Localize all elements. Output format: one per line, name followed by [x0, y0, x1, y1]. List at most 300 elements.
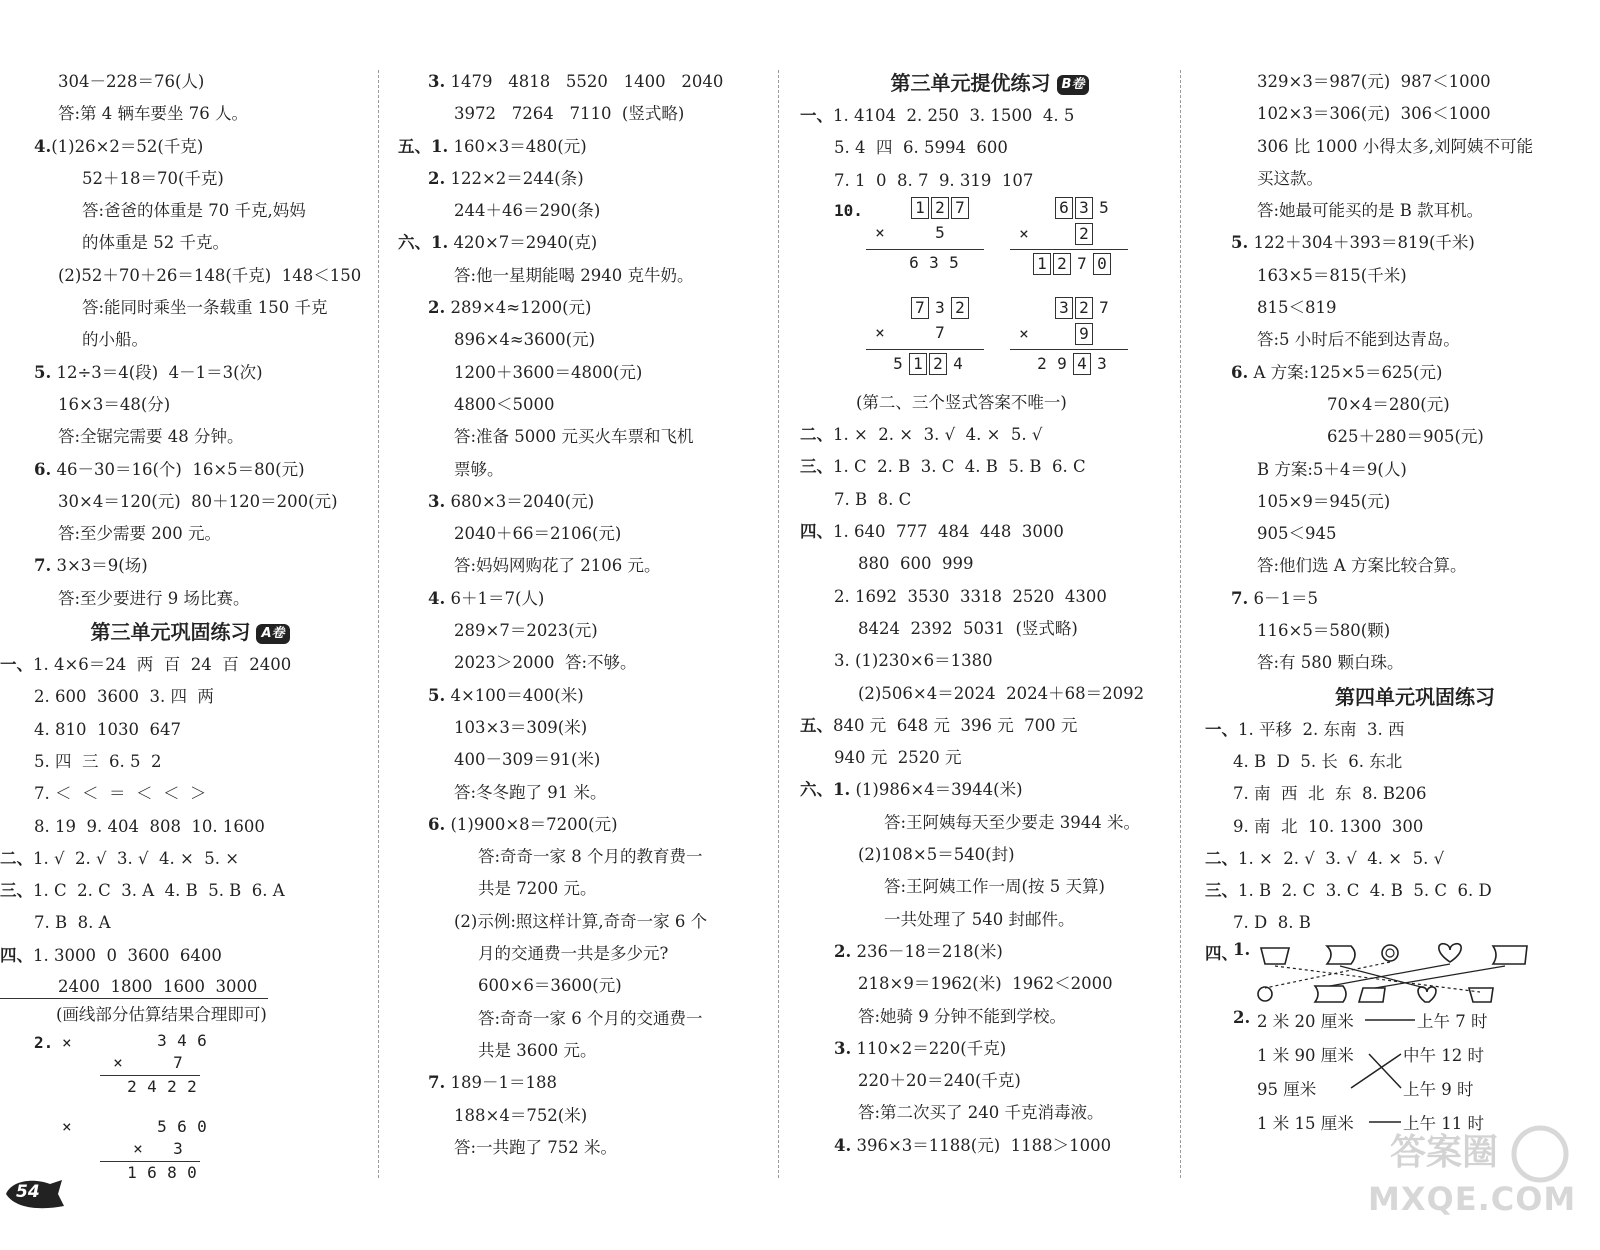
answer-text: (1)986×4＝3944(米): [855, 780, 1023, 800]
calc-digit: 7: [1099, 297, 1109, 317]
answer-line: 289×7＝2023(元): [454, 621, 598, 641]
calc-digit: 3: [935, 297, 945, 317]
calc-answer-box: 2: [931, 197, 949, 219]
calc-digit: ×: [133, 1139, 143, 1159]
answer-line: 答:第二次买了 240 千克消毒液。: [858, 1103, 1104, 1123]
answer-line: 月的交通费一共是多少元?: [478, 944, 669, 964]
item-number: 10.: [834, 200, 863, 220]
answer-line: 答:她最可能买的是 B 款耳机。: [1257, 201, 1484, 221]
answer-line: 答:王阿姨工作一周(按 5 天算): [884, 877, 1105, 897]
vertical-calculation-group: [800, 297, 1180, 387]
match-right: 上午 9 时: [1403, 1079, 1474, 1099]
calc-underline: [100, 1075, 200, 1076]
section-label: 二、: [1205, 848, 1238, 868]
answer-line: 答:准备 5000 元买火车票和飞机: [454, 427, 694, 447]
answer-text: 289×4≈1200(元): [450, 298, 592, 318]
answer-text: 1. B 2. C 3. C 4. B 5. C 6. D: [1238, 881, 1492, 901]
shape-matching-svg: [1255, 940, 1585, 1008]
match-left: 1 米 15 厘米: [1257, 1113, 1354, 1133]
answer-text: (1)26×2＝52(千克): [51, 136, 204, 156]
answer-line: 一共处理了 540 封邮件。: [884, 909, 1075, 929]
item-number: 4.: [428, 588, 446, 608]
item-number: 3.: [428, 491, 446, 511]
answer-text: 1. √ 2. √ 3. √ 4. × 5. ×: [33, 848, 240, 868]
calc-digit: 5: [893, 353, 903, 373]
answer-line: [0, 550, 380, 582]
answer-line: 9. 南 北 10. 1300 300: [1233, 816, 1424, 836]
item-number: 2.: [34, 1033, 54, 1053]
calc-digit: 6: [197, 1031, 207, 1051]
calc-digit: 8: [167, 1163, 177, 1183]
match-line: [1369, 1054, 1401, 1088]
answer-line: [1205, 583, 1585, 615]
answer-text: 420×7＝2940(克): [453, 233, 598, 253]
answer-column-3: [800, 66, 1180, 1162]
answer-text: 189－1＝188: [450, 1073, 557, 1093]
item-number: 7.: [428, 1073, 446, 1093]
section-heading: 第四单元巩固练习: [1335, 684, 1495, 709]
ring-inner: [1386, 949, 1394, 957]
calc-underline: [1010, 249, 1128, 250]
answer-text: 396×3＝1188(元) 1188＞1000: [856, 1135, 1112, 1155]
section-label: 六、: [398, 233, 431, 253]
answer-line: [800, 774, 1180, 806]
answer-line: 4. B D 5. 长 6. 东北: [1233, 751, 1403, 771]
match-right: 上午 7 时: [1417, 1011, 1488, 1031]
calc-digit: 0: [197, 1117, 207, 1137]
calc-digit: 0: [187, 1163, 197, 1183]
answer-text: 3×3＝9(场): [56, 556, 148, 576]
answer-line: 625＋280＝905(元): [1327, 427, 1484, 447]
calc-answer-box: 2: [929, 353, 947, 375]
calc-digit: 4: [953, 353, 963, 373]
answer-line: 答:冬冬跑了 91 米。: [454, 782, 607, 802]
answer-text: 840 元 648 元 396 元 700 元: [833, 715, 1078, 735]
calc-digit: 3: [157, 1031, 167, 1051]
calc-digit: 4: [177, 1031, 187, 1051]
answer-line: 102×3＝306(元) 306＜1000: [1257, 104, 1491, 124]
answer-text: 1. × 2. × 3. √ 4. × 5. √: [833, 425, 1043, 445]
wrong-mark: ×: [62, 1117, 72, 1137]
calc-answer-box: 7: [911, 297, 929, 319]
answer-line: 答:全锯完需要 48 分钟。: [58, 427, 244, 447]
answer-line: 105×9＝945(元): [1257, 491, 1391, 511]
section-label: 三、: [800, 457, 833, 477]
calc-digit: 2: [1037, 353, 1047, 373]
answer-line: 218×9＝1962(米) 1962＜2000: [858, 974, 1113, 994]
flag-shape-2: [1315, 986, 1346, 1002]
calc-top-row: [910, 297, 970, 319]
answer-line: [398, 583, 778, 615]
calc-top-row: [1054, 197, 1114, 219]
answer-line: 答:他们选 A 方案比较合算。: [1257, 556, 1467, 576]
estimate-line: 2400 1800 1600 3000: [0, 972, 268, 999]
answer-line: 答:一共跑了 752 米。: [454, 1137, 618, 1157]
answer-line: 7. B 8. C: [834, 489, 912, 509]
answer-line: 1200＋3600＝4800(元): [454, 362, 643, 382]
answer-line: [398, 66, 778, 98]
answer-line: 答:奇奇一家 8 个月的教育费一: [478, 847, 703, 867]
answer-line: 7. 南 西 北 东 8. B206: [1233, 784, 1427, 804]
answer-line: 7. ＜ ＜ ＝ ＜ ＜ ＞: [34, 784, 207, 804]
answer-line: [398, 680, 778, 712]
answer-text: 680×3＝2040(元): [450, 491, 595, 511]
calc-digit: 5: [1099, 197, 1109, 217]
answer-line: [0, 649, 380, 681]
answer-line: [1205, 357, 1585, 389]
section-heading-text: 第三单元巩固练习: [90, 620, 251, 645]
calc-answer-box: 0: [1093, 253, 1111, 275]
watermark-url: MXQE.COM: [1368, 1180, 1577, 1218]
calc-answer-box: 1: [1033, 253, 1051, 275]
section-heading-text: 第三单元提优练习: [890, 71, 1051, 95]
match-left: 95 厘米: [1257, 1079, 1317, 1099]
section-label: 一、: [0, 655, 33, 675]
answer-line: 244＋46＝290(条): [454, 201, 601, 221]
answer-line: 2023＞2000 答:不够。: [454, 653, 637, 673]
answer-text: 122×2＝244(条): [450, 168, 584, 188]
calc-underline: [866, 249, 984, 250]
answer-line: 8. 19 9. 404 808 10. 1600: [34, 816, 265, 836]
answer-line: 4800＜5000: [454, 394, 555, 414]
trapezoid-shape: [1261, 948, 1289, 964]
calc-answer-box: 1: [911, 197, 929, 219]
calc-answer-box: 6: [1055, 197, 1073, 219]
answer-line: 880 600 999: [858, 554, 974, 574]
answer-line: [800, 419, 1180, 451]
answer-text: 1. 3000 0 3600 6400: [33, 945, 222, 965]
answer-line: B 方案:5＋4＝9(人): [1257, 459, 1407, 479]
calc-answer-box: 2: [1053, 253, 1071, 275]
answer-line: 306 比 1000 小得太多,刘阿姨不可能: [1257, 136, 1533, 156]
calc-answer-box: 3: [1055, 297, 1073, 319]
answer-line: [1205, 714, 1585, 746]
answer-text: 1479 4818 5520 1400 2040: [450, 72, 724, 91]
answer-line: [1205, 843, 1585, 875]
answer-line: [0, 940, 380, 972]
calc-top-row: [152, 1117, 212, 1136]
b-badge: B卷: [1057, 75, 1090, 95]
item-number: 1.: [833, 780, 851, 800]
answer-line: 答:能同时乘坐一条载重 150 千克: [82, 298, 328, 318]
answer-text: 110×2＝220(千克): [856, 1038, 1007, 1058]
answer-line: 905＜945: [1257, 524, 1337, 544]
answer-line: 304－228＝76(人): [58, 72, 205, 91]
answer-line: 答:有 580 颗白珠。: [1257, 653, 1404, 673]
calc-digit: ×: [875, 222, 885, 242]
answer-line: [0, 454, 380, 486]
calc-multiplier-row: [108, 1053, 188, 1072]
calc-digit: ×: [1019, 323, 1029, 343]
heart-shape-2: [1418, 987, 1436, 1002]
answer-line: 220＋20＝240(千克): [858, 1071, 1021, 1091]
calc-answer-box: 2: [1075, 297, 1093, 319]
answer-line: [1205, 875, 1585, 907]
answer-line: 答:至少要进行 9 场比赛。: [58, 588, 250, 608]
answer-line: 4. 810 1030 647: [34, 719, 181, 739]
section-label: 四、: [1205, 943, 1238, 963]
answer-text: 1. C 2. B 3. C 4. B 5. B 6. C: [833, 457, 1086, 477]
answer-line: [398, 292, 778, 324]
answer-line: 答:奇奇一家 6 个月的交通费一: [478, 1008, 703, 1028]
answer-line: [0, 875, 380, 907]
answer-line: 答:至少需要 200 元。: [58, 524, 222, 544]
flag-shape: [1327, 946, 1355, 964]
answer-text: 12÷3＝4(段) 4－1＝3(次): [56, 362, 263, 382]
calc-digit: 6: [177, 1117, 187, 1137]
heart-shape: [1439, 943, 1461, 961]
answer-text: 6＋1＝7(人): [450, 588, 545, 608]
answer-line: 70×4＝280(元): [1327, 394, 1450, 414]
answer-line: 票够。: [454, 459, 504, 479]
answer-line: [800, 710, 1180, 742]
answer-text: 1. 4104 2. 250 3. 1500 4. 5: [833, 106, 1075, 125]
shape-matching-figure: [1205, 940, 1585, 1008]
item-number: 5.: [34, 362, 52, 382]
answer-line: 163×5＝815(千米): [1257, 265, 1407, 285]
section-label: 三、: [0, 881, 33, 901]
answer-line: [800, 100, 1180, 132]
calc-digit: 5: [935, 222, 945, 242]
answer-column-2: [398, 66, 778, 1164]
answer-line: 3. (1)230×6＝1380: [834, 651, 993, 671]
answer-line: 答:爸爸的体重是 70 千克,妈妈: [82, 201, 306, 221]
calc-digit: 3: [173, 1139, 183, 1159]
answer-text: 46－30＝16(个) 16×5＝80(元): [56, 459, 305, 479]
answer-line: [0, 843, 380, 875]
answer-line: (2)108×5＝540(封): [858, 845, 1015, 865]
calc-result-row: [122, 1077, 202, 1096]
calc-result-row: [122, 1163, 202, 1182]
answer-line: [398, 1067, 778, 1099]
answer-line: 52＋18＝70(千克): [82, 168, 224, 188]
answer-column-1: [0, 66, 380, 1191]
answer-line: [398, 163, 778, 195]
watermark-ring: [1514, 1128, 1566, 1180]
answer-line: [800, 516, 1180, 548]
answer-line: 7. 1 0 8. 7 9. 319 107: [834, 170, 1034, 190]
calc-digit: 7: [1077, 253, 1087, 273]
match-line: [1375, 966, 1505, 988]
calc-answer-box: 7: [951, 197, 969, 219]
calc-digit: 3: [1097, 353, 1107, 373]
calc-digit: 1: [127, 1163, 137, 1183]
answer-text: 1. 平移 2. 东南 3. 西: [1238, 719, 1405, 739]
answer-text: 1. C 2. C 3. A 4. B 5. B 6. A: [33, 881, 285, 901]
answer-line: 答:他一星期能喝 2940 克牛奶。: [454, 265, 694, 285]
calc-answer-box: 3: [1075, 197, 1093, 219]
calc-digit: 2: [167, 1077, 177, 1097]
match-line: [1265, 962, 1390, 988]
section-label: 一、: [1205, 719, 1238, 739]
calc-mul-row: [1014, 323, 1094, 345]
answer-line: 400－309＝91(米): [454, 750, 601, 770]
column-divider: [1180, 70, 1181, 1178]
answer-line: 7. D 8. B: [1233, 913, 1311, 933]
calc-answer-box: 1: [909, 353, 927, 375]
item-number: 2.: [834, 941, 852, 961]
calc-mul-row: [1014, 223, 1094, 245]
section-label: 二、: [800, 425, 833, 445]
section-label: 四、: [0, 945, 33, 965]
trapezoid-shape-2: [1469, 988, 1493, 1002]
vertical-calculation: [0, 1031, 380, 1121]
item-number: 6.: [1231, 362, 1249, 382]
answer-line: 答:她骑 9 分钟不能到学校。: [858, 1006, 1067, 1026]
calc-digit: 5: [949, 252, 959, 272]
ribbon-shape: [1493, 946, 1527, 964]
item-number: 3.: [428, 72, 446, 91]
item-number: 4.: [34, 136, 52, 156]
answer-text: 236－18＝218(米): [856, 941, 1003, 961]
answer-line: 买这款。: [1257, 168, 1323, 188]
ring-shape: [1382, 945, 1398, 961]
answer-text: 1. × 2. √ 3. √ 4. × 5. √: [1238, 848, 1445, 868]
calc-digit: 2: [187, 1077, 197, 1097]
parallelogram-shape: [1359, 988, 1385, 1002]
answer-line: 30×4＝120(元) 80＋120＝200(元): [58, 491, 338, 511]
answer-line: 答:第 4 辆车要坐 76 人。: [58, 104, 249, 124]
match-line: [1351, 1054, 1401, 1088]
answer-line: 116×5＝580(颗): [1257, 621, 1391, 641]
section-label: 五、: [398, 136, 431, 156]
answer-text: A 方案:125×5＝625(元): [1253, 362, 1443, 382]
answer-line: [800, 451, 1180, 483]
calc-answer-box: 2: [1075, 223, 1093, 245]
watermark-text: 答案圈: [1390, 1132, 1499, 1173]
wrong-mark: ×: [62, 1033, 72, 1053]
calc-digit: 5: [157, 1117, 167, 1137]
match-left: 1 米 90 厘米: [1257, 1045, 1354, 1065]
answer-line: 7. B 8. A: [34, 913, 111, 933]
answer-line: (2)52＋70＋26＝148(千克) 148＜150: [58, 265, 362, 285]
answer-line: 896×4≈3600(元): [454, 330, 596, 350]
calc-mul-row: [870, 223, 950, 242]
answer-line: [800, 936, 1180, 968]
calc-digit: 3: [929, 252, 939, 272]
answer-text: 1. 640 777 484 448 3000: [833, 522, 1064, 542]
calc-answer-box: 9: [1075, 323, 1093, 345]
item-number: 6.: [428, 814, 446, 834]
section-label: 六、: [800, 780, 833, 800]
a-badge: A卷: [256, 624, 289, 644]
match-right: 上午 11 时: [1403, 1113, 1484, 1133]
calc-digit: 7: [935, 322, 945, 342]
answer-line: 的小船。: [82, 330, 148, 350]
answer-line: [800, 1033, 1180, 1065]
calc-underline: [100, 1161, 200, 1162]
answer-line: [0, 357, 380, 389]
answer-line: (2)506×4＝2024 2024＋68＝2092: [858, 683, 1145, 703]
calc-res-row: [904, 253, 964, 272]
watermark: [1360, 1118, 1590, 1228]
item-number: 5.: [428, 685, 446, 705]
answer-line: [398, 486, 778, 518]
section-label: 一、: [800, 106, 833, 125]
item-number: 7.: [1231, 588, 1249, 608]
calc-underline: [1010, 349, 1128, 350]
answer-text: 160×3＝480(元): [453, 136, 587, 156]
item-number: 1.: [431, 233, 449, 253]
answer-line: [398, 131, 778, 163]
answer-line: 600×6＝3600(元): [478, 976, 622, 996]
answer-note: (画线部分估算结果合理即可): [56, 1005, 267, 1025]
calc-digit: ×: [113, 1053, 123, 1073]
answer-line: 2. 600 3600 3. 四 两: [34, 687, 214, 707]
match-left: 2 米 20 厘米: [1257, 1011, 1354, 1031]
answer-line: 5. 四 三 6. 5 2: [34, 751, 162, 771]
item-number: 1.: [1233, 939, 1251, 959]
answer-line: 815＜819: [1257, 298, 1337, 318]
calc-multiplier-row: [128, 1139, 188, 1158]
answer-line: 188×4＝752(米): [454, 1105, 588, 1125]
calc-digit: 6: [909, 252, 919, 272]
answer-line: [1205, 227, 1585, 259]
answer-line: (2)示例:照这样计算,奇奇一家 6 个: [454, 911, 708, 931]
calc-digit: 7: [173, 1053, 183, 1073]
calc-digit: 2: [127, 1077, 137, 1097]
answer-line: [398, 227, 778, 259]
answer-line: 8424 2392 5031 (竖式略): [858, 618, 1078, 638]
answer-line: 103×3＝309(米): [454, 717, 588, 737]
section-label: 三、: [1205, 881, 1238, 901]
answer-line: 5. 4 四 6. 5994 600: [834, 138, 1008, 158]
answer-line: [800, 1130, 1180, 1162]
section-label: 二、: [0, 848, 33, 868]
calc-res-row: [1032, 353, 1112, 375]
answer-line: 940 元 2520 元: [834, 748, 962, 768]
small-ring-shape: [1258, 987, 1272, 1001]
calc-digit: 9: [1057, 353, 1067, 373]
section-heading: [0, 615, 380, 649]
item-number: 2.: [428, 168, 446, 188]
answer-text: 122＋304＋393＝819(千米): [1253, 233, 1475, 253]
match-right: 中午 12 时: [1403, 1045, 1484, 1065]
calc-digit: ×: [875, 322, 885, 342]
answer-column-4: [1205, 66, 1585, 1148]
answer-note: (第二、三个竖式答案不唯一): [856, 392, 1067, 412]
column-divider: [778, 70, 779, 1178]
calc-top-row: [152, 1031, 212, 1050]
item-number: 2.: [428, 298, 446, 318]
calc-top-row: [910, 197, 970, 219]
calc-res-row: [888, 353, 968, 375]
calc-res-row: [1032, 253, 1112, 275]
calc-digit: 6: [147, 1163, 157, 1183]
calc-answer-box: 2: [951, 297, 969, 319]
answer-line: 答:妈妈网购花了 2106 元。: [454, 556, 661, 576]
answer-line: 答:王阿姨每天至少要走 3944 米。: [884, 812, 1141, 832]
page-number: 54: [16, 1182, 40, 1202]
answer-line: 2040＋66＝2106(元): [454, 524, 622, 544]
answer-line: 16×3＝48(分): [58, 394, 171, 414]
item-number: 3.: [834, 1038, 852, 1058]
section-label: 五、: [800, 715, 833, 735]
answer-text: (1)900×8＝7200(元): [450, 814, 618, 834]
item-number: 1.: [431, 136, 449, 156]
answer-line: 答:5 小时后不能到达青岛。: [1257, 330, 1460, 350]
answer-text: 4×100＝400(米): [450, 685, 584, 705]
answer-line: [398, 809, 778, 841]
item-number: 6.: [34, 459, 52, 479]
item-number: 4.: [834, 1135, 852, 1155]
item-number: 7.: [34, 556, 52, 576]
section-heading: [800, 66, 1180, 100]
answer-line: 的体重是 52 千克。: [82, 233, 229, 253]
item-number: 5.: [1231, 233, 1249, 253]
section-label: 四、: [800, 522, 833, 542]
calc-digit: ×: [1019, 223, 1029, 243]
